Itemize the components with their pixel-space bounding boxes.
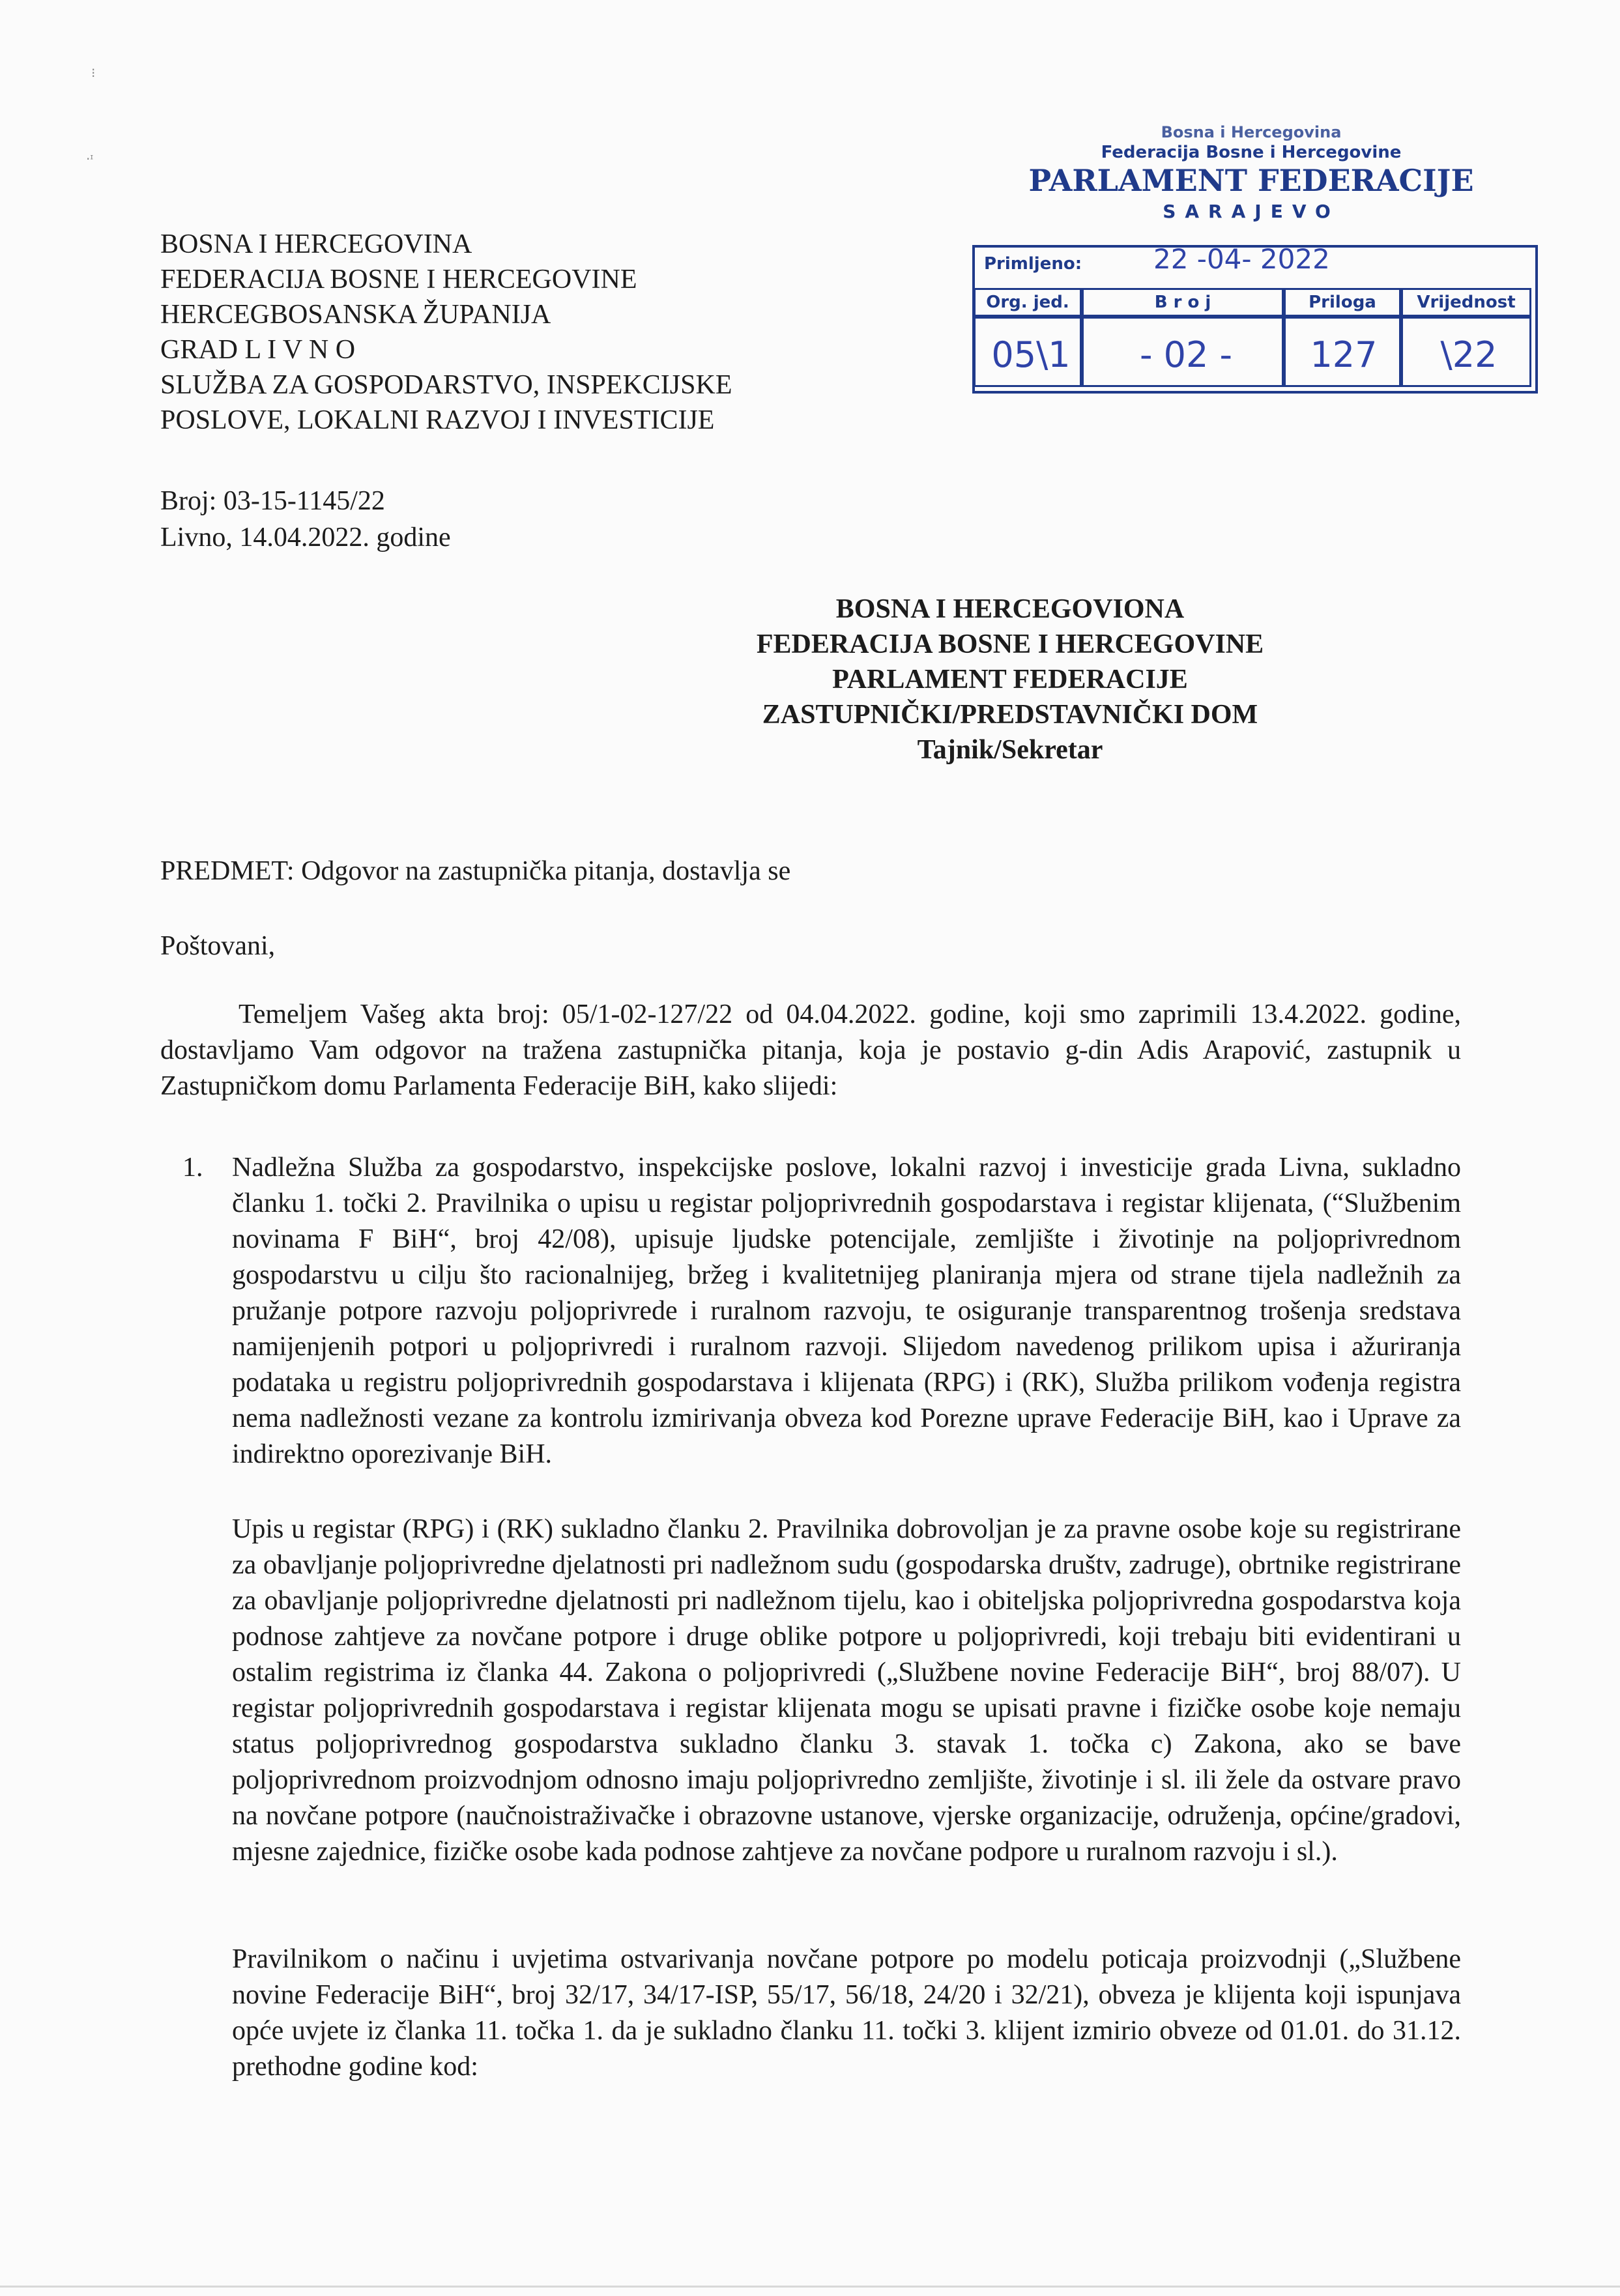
sender-line: POSLOVE, LOKALNI RAZVOJ I INVESTICIJE (160, 405, 715, 435)
stamp-value-priloga: 127 (1310, 334, 1378, 375)
recipient-block (743, 592, 1277, 768)
sender-line: SLUŽBA ZA GOSPODARSTVO, INSPEKCIJSKE (160, 370, 732, 400)
scan-mark: ⁝ (91, 65, 96, 81)
subject-line: PREDMET: Odgovor na zastupnička pitanja, dostavlja se (160, 856, 791, 886)
recipient-line: PARLAMENT FEDERACIJE (832, 665, 1188, 695)
stamp-col-priloga: Priloga (1284, 288, 1401, 317)
item-1-paragraph-1: Nadležna Služba za gospodarstvo, inspekcijske poslove, lokalni razvoj i investicije grada Livna, sukladno članku 1. točki 2. Pravilnika o upisu u registar poljoprivrednih gospodarstava i registar klijenata, (“Službenim novinama F BiH“, broj 42/08), upisuje ljudske potencijale, zemljište i životinje na poljoprivrednom gospodarstvu u cilju što racionalnijeg, bržeg i kvalitetnijeg planiranja mjera od strane tijela nadležnih za pružanje potpore razvoju poljoprivrede i ruralnom razvoju, te osiguranje transparentnog trošenja sredstava namijenjenih potpori u poljoprivredi i ruralnom razvoji. Slijedom navedenog prilikom upisa i ažuriranja podataka u registru poljoprivrednih gospodarstava i klijenata (RPG) i (RK), Služba prilikom vođenja registra nema nadležnosti vezane za kontrolu izmirivanja obveza kod Porezne uprave Federacije BiH, kao i Uprave za indirektno oporezivanje BiH. (232, 1153, 1461, 1469)
recipient-line: Tajnik/Sekretar (917, 735, 1103, 765)
scan-edge (0, 2286, 1620, 2288)
scan-mark: ·ᶦ (86, 151, 94, 167)
sender-line: HERCEGBOSANSKA ŽUPANIJA (160, 300, 551, 330)
item-1-paragraph-3: Pravilnikom o načinu i uvjetima ostvarivanja novčane potpore po modelu poticaja proizvodnji („Službene novine Federacije BiH“, broj 32/17, 34/17-ISP, 55/17, 56/18, 24/20 i 32/21), obveza je klijenta koji ispunjava opće uvjete iz članka 11. točka 1. da je sukladno članku 11. točki 3. klijent izmirio obveze od 01.01. do 31.12. prethodne godine kod: (232, 1944, 1461, 2082)
stamp-received-date: 22 -04- 2022 (1153, 243, 1330, 275)
sender-line: FEDERACIJA BOSNE I HERCEGOVINE (160, 265, 637, 294)
stamp-line-federation: Federacija Bosne i Hercegovine (1101, 143, 1402, 162)
sender-line: BOSNA I HERCEGOVINA (160, 229, 472, 259)
stamp-col-vrijednost: Vrijednost (1401, 288, 1531, 317)
stamp-value-org: 05\1 (991, 334, 1071, 375)
received-stamp (964, 122, 1538, 409)
item-number: 1. (182, 1153, 203, 1183)
stamp-col-org: Org. jed. (974, 288, 1082, 317)
recipient-line: ZASTUPNIČKI/PREDSTAVNIČKI DOM (762, 700, 1258, 730)
stamp-line-city: SARAJEVO (1163, 201, 1340, 222)
stamp-line-parliament: PARLAMENT FEDERACIJE (1028, 163, 1474, 198)
document-number: Broj: 03-15-1145/22 (160, 486, 385, 516)
intro-paragraph: Temeljem Vašeg akta broj: 05/1-02-127/22 od 04.04.2022. godine, koji smo zaprimili 13.4.2022. godine, dostavljamo Vam odgovor na tražena zastupnička pitanja, koja je postavio g-din Adis Arapović, zastupnik u Zastupničkom domu Parlamenta Federacije BiH, kako slijedi: (160, 999, 1461, 1101)
stamp-value-broj: - 02 - (1139, 334, 1232, 375)
stamp-col-broj: B r o j (1082, 288, 1284, 317)
stamp-received-label: Primljeno: (984, 254, 1082, 274)
recipient-line: BOSNA I HERCEGOVIONA (835, 594, 1185, 624)
salutation: Poštovani, (160, 931, 276, 961)
recipient-line: FEDERACIJA BOSNE I HERCEGOVINE (756, 629, 1264, 659)
sender-block (160, 227, 877, 438)
sender-line: GRAD L I V N O (160, 335, 356, 365)
stamp-line-country: Bosna i Hercegovina (1161, 123, 1342, 141)
document-date: Livno, 14.04.2022. godine (160, 523, 451, 552)
item-1-paragraph-2: Upis u registar (RPG) i (RK) sukladno članku 2. Pravilnika dobrovoljan je za pravne osobe koje su registrirane za obavljanje poljoprivredne djelatnosti pri nadležnom sudu (gospodarska društv, zadruge), obrtnike registrirane za obavljanje poljoprivredne djelatnosti pri nadležnom tijelu, kao i obiteljska poljoprivredna gospodarstva koja podnose zahtjeve za novčane potpore i druge oblike potpore u poljoprivredi, koji trebaju biti evidentirani u ostalim registrima iz članka 44. Zakona o poljoprivredi („Službene novine Federacije BiH“, broj 88/07). U registar poljoprivrednih gospodarstava i registar klijenata mogu se upisati pravne i fizičke osobe koje nemaju status poljoprivrednog gospodarstva sukladno članku 3. stavak 1. točka c) Zakona, ako se bave poljoprivrednom proizvodnjom odnosno imaju poljoprivredno zemljište, životinje i sl. ili žele da ostvare pravo na novčane potpore (naučnoistraživačke i obrazovne ustanove, vjerske organizacije, odruženja, općine/gradovi, mjesne zajednice, fizičke osobe kada podnose zahtjeve za novčane podpore u ruralnom razvoju i sl.). (232, 1514, 1461, 1867)
stamp-value-vrijednost: \22 (1440, 334, 1497, 375)
